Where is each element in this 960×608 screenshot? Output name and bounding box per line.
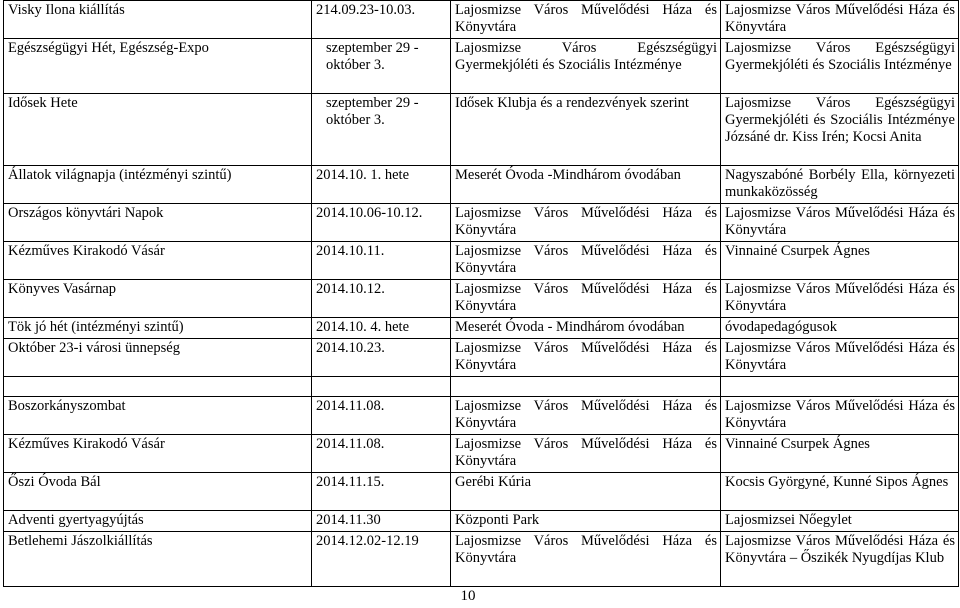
event-date: 2014.11.08. xyxy=(312,435,451,473)
event-venue: Lajosmizse Város Művelődési Háza és Könyvtára xyxy=(451,435,721,473)
event-organizer: Lajosmizse Város Művelődési Háza és Könyvtára xyxy=(721,397,959,435)
event-date: 2014.11.15. xyxy=(312,473,451,511)
event-organizer: Lajosmizse Város Művelődési Háza és Könyvtára xyxy=(721,1,959,39)
event-venue: Lajosmizse Város Művelődési Háza és Könyvtára xyxy=(451,242,721,280)
event-date: szeptember 29 -október 3. xyxy=(312,39,451,94)
event-venue: Lajosmizse Város Művelődési Háza és Könyvtára xyxy=(451,339,721,377)
event-name: Állatok világnapja (intézményi szintű) xyxy=(4,166,312,204)
event-name: Október 23-i városi ünnepség xyxy=(4,339,312,377)
event-name: Egészségügyi Hét, Egészség-Expo xyxy=(4,39,312,94)
event-venue: Lajosmizse Város Egészségügyi Gyermekjóléti és Szociális Intézménye xyxy=(451,39,721,94)
event-date: 2014.11.08. xyxy=(312,397,451,435)
table-row xyxy=(4,473,959,511)
empty-cell xyxy=(4,377,312,397)
event-date: 2014.10.11. xyxy=(312,242,451,280)
event-date: 2014.10. 1. hete xyxy=(312,166,451,204)
event-name: Könyves Vasárnap xyxy=(4,280,312,318)
table-row xyxy=(4,397,959,435)
table-row xyxy=(4,339,959,377)
table-row xyxy=(4,39,959,94)
table-row xyxy=(4,204,959,242)
table-row xyxy=(4,435,959,473)
event-venue: Központi Park xyxy=(451,511,721,532)
event-organizer: Lajosmizse Város Egészségügyi Gyermekjóléti és Szociális Intézménye xyxy=(721,39,959,94)
empty-cell xyxy=(721,377,959,397)
event-venue: Lajosmizse Város Művelődési Háza és Könyvtára xyxy=(451,280,721,318)
event-name: Őszi Óvoda Bál xyxy=(4,473,312,511)
table-row xyxy=(4,1,959,39)
event-name: Adventi gyertyagyújtás xyxy=(4,511,312,532)
table-row xyxy=(4,94,959,166)
event-name: Tök jó hét (intézményi szintű) xyxy=(4,318,312,339)
table-row xyxy=(4,280,959,318)
event-date: 2014.10. 4. hete xyxy=(312,318,451,339)
event-name: Országos könyvtári Napok xyxy=(4,204,312,242)
event-name: Idősek Hete xyxy=(4,94,312,166)
event-venue: Lajosmizse Város Művelődési Háza és Könyvtára xyxy=(451,397,721,435)
event-name: Visky Ilona kiállítás xyxy=(4,1,312,39)
event-date: 2014.10.23. xyxy=(312,339,451,377)
table-row xyxy=(4,318,959,339)
event-organizer: óvodapedagógusok xyxy=(721,318,959,339)
event-name: Boszorkányszombat xyxy=(4,397,312,435)
event-organizer: Nagyszabóné Borbély Ella, környezeti munkaközösség xyxy=(721,166,959,204)
event-date: 2014.10.06-10.12. xyxy=(312,204,451,242)
event-organizer: Lajosmizse Város Művelődési Háza és Könyvtára xyxy=(721,280,959,318)
table-row xyxy=(4,242,959,280)
empty-cell xyxy=(312,377,451,397)
table-row xyxy=(4,511,959,532)
event-organizer: Lajosmizse Város Művelődési Háza és Könyvtára xyxy=(721,339,959,377)
event-name: Betlehemi Jászolkiállítás xyxy=(4,532,312,587)
event-organizer: Lajosmizsei Nőegylet xyxy=(721,511,959,532)
event-venue: Lajosmizse Város Művelődési Háza és Könyvtára xyxy=(451,532,721,587)
empty-cell xyxy=(451,377,721,397)
event-date: szeptember 29 -október 3. xyxy=(312,94,451,166)
table-row xyxy=(4,532,959,587)
event-venue: Idősek Klubja és a rendezvények szerint xyxy=(451,94,721,166)
event-organizer: Lajosmizse Város Egészségügyi Gyermekjóléti és Szociális Intézménye Józsáné dr. Kiss Irén; Kocsi Anita xyxy=(721,94,959,166)
event-venue: Meserét Óvoda - Mindhárom óvodában xyxy=(451,318,721,339)
page-number: 10 xyxy=(460,588,476,604)
events-table xyxy=(3,0,959,587)
event-organizer: Kocsis Györgyné, Kunné Sipos Ágnes xyxy=(721,473,959,511)
event-venue: Gerébi Kúria xyxy=(451,473,721,511)
event-date: 2014.12.02-12.19 xyxy=(312,532,451,587)
event-organizer: Lajosmizse Város Művelődési Háza és Könyvtára – Őszikék Nyugdíjas Klub xyxy=(721,532,959,587)
event-date: 2014.11.30 xyxy=(312,511,451,532)
event-name: Kézműves Kirakodó Vásár xyxy=(4,242,312,280)
event-date: 214.09.23-10.03. xyxy=(312,1,451,39)
event-name: Kézműves Kirakodó Vásár xyxy=(4,435,312,473)
event-venue: Meserét Óvoda -Mindhárom óvodában xyxy=(451,166,721,204)
event-venue: Lajosmizse Város Művelődési Háza és Könyvtára xyxy=(451,1,721,39)
table-row xyxy=(4,166,959,204)
spacer-row xyxy=(4,377,959,397)
event-date: 2014.10.12. xyxy=(312,280,451,318)
event-venue: Lajosmizse Város Művelődési Háza és Könyvtára xyxy=(451,204,721,242)
event-organizer: Vinnainé Csurpek Ágnes xyxy=(721,242,959,280)
event-organizer: Vinnainé Csurpek Ágnes xyxy=(721,435,959,473)
event-organizer: Lajosmizse Város Művelődési Háza és Könyvtára xyxy=(721,204,959,242)
